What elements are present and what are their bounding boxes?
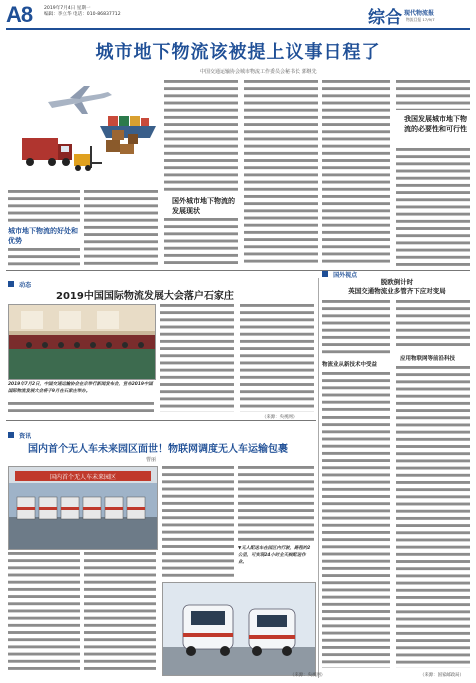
story4-caption: ▼无人配送车在园区内行驶，路程约2公里，可实现24小时全天候配送作业。 <box>238 546 311 565</box>
main-subhead-1: 城市地下物流的好处和优势 <box>8 227 78 245</box>
story4-byline: 曹丽 <box>146 457 157 463</box>
story3-col1-para2 <box>322 372 390 412</box>
section-marker-icon <box>8 432 14 438</box>
main-col5-para <box>322 80 390 266</box>
unmanned-vehicle-fleet-photo <box>8 466 158 550</box>
section-title: 综合 <box>368 8 402 28</box>
conference-photo <box>8 304 156 380</box>
main-col6-para <box>396 80 470 110</box>
main-subhead-2: 国外城市地下物流的发展现状 <box>172 197 235 215</box>
story2-caption: 2019年7月2日，中国交通运输协会在京举行新闻发布会，宣布2019中国国际物流发展大会将于9月在石家庄举办。 <box>8 382 153 394</box>
brand-subtitle: 物流目报 17/9/7 <box>406 17 435 22</box>
main-headline: 城市地下物流该被提上议事日程了 <box>95 42 381 63</box>
newspaper-brand: 现代物流报 <box>404 10 435 17</box>
story2-col1 <box>8 402 154 412</box>
story4-source-left: （来源：央视网） <box>290 673 326 678</box>
section-divider-2 <box>6 420 316 421</box>
main-col2-para <box>84 190 158 266</box>
column-rule <box>318 278 319 678</box>
main-col1-para2 <box>8 248 80 266</box>
section-tag-dongtai: 动态 <box>8 272 31 291</box>
section-marker-icon <box>322 271 328 277</box>
story3-headline-line1: 脱欧倒计时 <box>380 278 414 286</box>
issue-info <box>44 6 121 18</box>
main-col6-para2 <box>396 148 470 266</box>
delivery-robot-icon <box>183 605 233 656</box>
editor-info: 编辑：李立华 电话：010-86837712 <box>44 12 121 17</box>
section-tag-zixun: 资讯 <box>8 423 31 442</box>
main-col3-para2 <box>164 218 238 266</box>
main-byline: 中国交通运输协会城市物流工作委员会秘书长 郭继先 <box>200 69 317 75</box>
masthead-rule <box>6 28 470 30</box>
delivery-robot-icon-2 <box>249 609 295 656</box>
story3-headline-line2: 英国交通物流业多管齐下应对变局 <box>348 286 446 295</box>
main-col1-para <box>8 190 80 222</box>
story3-col2-para <box>396 300 470 350</box>
main-col3-para <box>164 80 238 192</box>
section-divider <box>6 270 470 271</box>
story3-col2-para2 <box>396 366 470 668</box>
page-number: A8 <box>6 2 33 27</box>
story3-col1-para3 <box>322 416 390 668</box>
logistics-illustration <box>8 80 158 186</box>
story4-col1 <box>8 552 80 672</box>
story2-headline: 2019中国国际物流发展大会落户石家庄 <box>56 291 234 302</box>
story4-source-right: （来源：国家邮政局） <box>420 673 464 678</box>
story4-headline: 国内首个无人车未来园区面世！物联网调度无人车运输包裹 <box>28 444 288 455</box>
story4-col3 <box>162 466 234 578</box>
story4-col2 <box>84 552 156 672</box>
banner-text: 国内首个无人车未来园区 <box>49 474 117 481</box>
story3-headline <box>338 278 456 295</box>
main-subhead-3: 我国发展城市地下物流的必要性和可行性 <box>404 115 467 133</box>
main-col4-para <box>244 80 318 266</box>
story3-source: （来源：央视网） <box>262 415 298 420</box>
story2-col3 <box>240 304 314 412</box>
section-tag-guowai: 国外视点 <box>322 262 357 281</box>
issue-date: 2019年7月4日 星期一 <box>44 6 91 11</box>
delivery-robot-photo <box>162 582 316 676</box>
section-marker-icon <box>8 281 14 287</box>
story2-col2 <box>160 304 234 412</box>
story3-subhead-b: 应用物联网等前沿科技 <box>400 356 456 362</box>
story4-col4 <box>238 466 314 542</box>
story3-col1-para <box>322 300 390 356</box>
story3-subhead-a: 物流业从新技术中受益 <box>322 362 378 368</box>
